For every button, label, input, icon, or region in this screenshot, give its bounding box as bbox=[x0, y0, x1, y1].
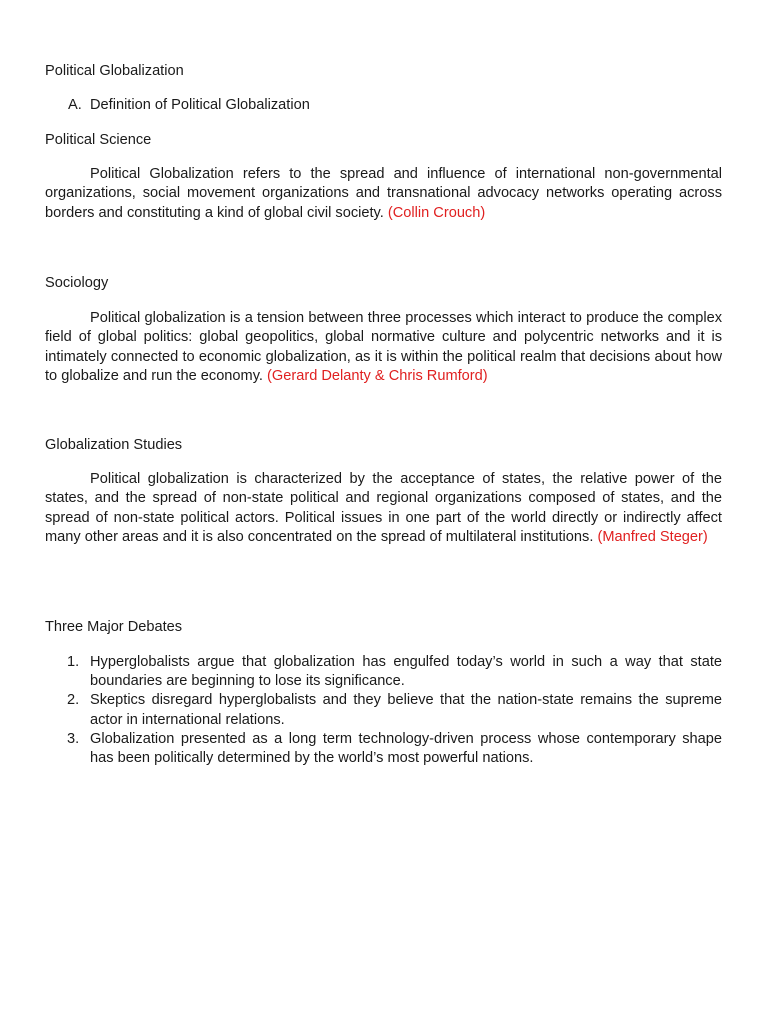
outline-text: Definition of Political Globalization bbox=[90, 97, 310, 113]
paragraph-text: Political Globalization refers to the spread and influence of international non-governmental organizations, social movement organizations and transnational advocacy networks operating across borders and constituting a kind of global civil society. bbox=[45, 166, 722, 221]
list-item bbox=[45, 653, 722, 691]
list-item-text: Skeptics disregard hyperglobalists and they believe that the nation-state remains the supreme actor in international relations. bbox=[90, 692, 722, 728]
section-paragraph-political-science bbox=[45, 165, 722, 223]
document-title: Political Globalization bbox=[45, 63, 184, 79]
list-item bbox=[45, 691, 722, 729]
list-item-number: 1. bbox=[67, 654, 80, 670]
section-heading-globalization-studies: Globalization Studies bbox=[45, 437, 183, 453]
outline-item-a bbox=[68, 96, 310, 115]
outline-marker: A. bbox=[68, 97, 82, 113]
list-item bbox=[45, 730, 722, 768]
section-heading-sociology: Sociology bbox=[45, 275, 109, 291]
list-item-number: 3. bbox=[67, 730, 80, 747]
section-paragraph-sociology bbox=[45, 309, 722, 387]
paragraph-text: Political globalization is a tension between three processes which interact to produce the complex field of global politics: global geopolitics, global normative culture and polycentric networks and it is intimately connected to economic globalization, as it is within the political realm that decisions about how to globalize and run the economy. bbox=[45, 310, 722, 385]
list-item-text: Hyperglobalists argue that globalization has engulfed today’s world in such a way that state boundaries are beginning to lose its significance. bbox=[90, 654, 722, 690]
citation: (Manfred Steger) bbox=[597, 529, 708, 546]
section-heading-political-science: Political Science bbox=[45, 132, 152, 148]
debates-list bbox=[45, 653, 722, 768]
list-item-text: Globalization presented as a long term technology-driven process whose contemporary shape has been politically determined by the world’s most powerful nations. bbox=[90, 730, 722, 767]
list-item-number: 2. bbox=[67, 692, 80, 709]
section-heading-three-major-debates: Three Major Debates bbox=[45, 619, 183, 635]
section-paragraph-globalization-studies bbox=[45, 470, 722, 548]
citation: (Collin Crouch) bbox=[387, 204, 486, 221]
citation: (Gerard Delanty & Chris Rumford) bbox=[267, 368, 488, 385]
paragraph-text: Political globalization is characterized by the acceptance of states, the relative power of the states, and the spread of non-state political and regional organizations composed of states, and the spread of non-state political actors. Political issues in one part of the world directly or indirectly affect many other areas and it is also concentrated on the spread of multilateral institutions. bbox=[45, 471, 722, 546]
